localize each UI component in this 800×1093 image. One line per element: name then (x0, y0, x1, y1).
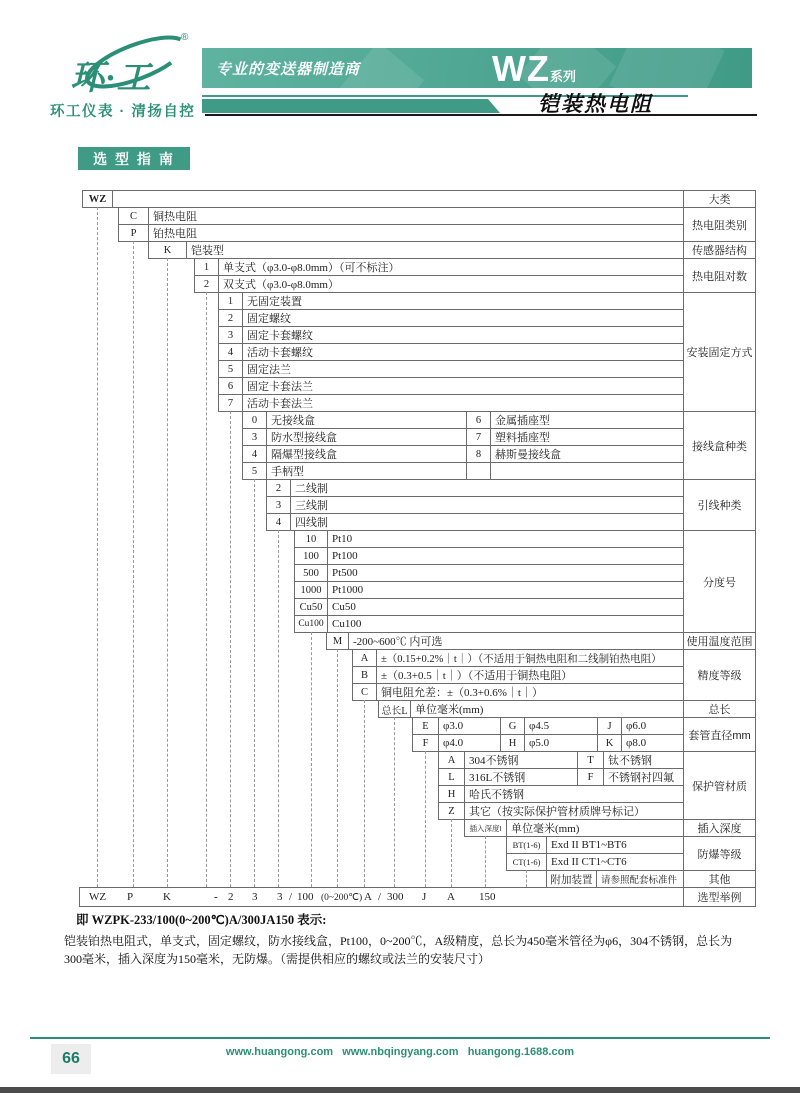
desc-cell: 隔爆型接线盒 (266, 445, 467, 463)
desc-cell: φ4.5 (524, 717, 598, 735)
desc-cell: Cu100 (327, 615, 684, 633)
code-cell: 3 (242, 428, 267, 446)
code-cell: P (118, 224, 149, 242)
category-label: 其他 (683, 870, 756, 888)
category-label: 使用温度范围 (683, 632, 756, 650)
category-label: 热电阻对数 (683, 258, 756, 293)
code-cell: G (500, 717, 525, 735)
guide-dashed-line (526, 870, 527, 887)
selection-guide-badge: 选 型 指 南 (78, 147, 190, 170)
code-cell: Cu50 (294, 598, 328, 616)
code-cell: 5 (218, 360, 243, 378)
code-cell: 0 (242, 411, 267, 429)
code-cell: 3 (266, 496, 291, 514)
desc-cell: 其它（按实际保护管材质牌号标记） (464, 802, 684, 820)
code-cell: 7 (466, 428, 491, 446)
code-cell: B (352, 666, 377, 684)
example-value: (0~200℃) (321, 892, 363, 903)
desc-cell: 金属插座型 (490, 411, 684, 429)
example-value: A (447, 891, 455, 903)
category-label: 插入深度 (683, 819, 756, 837)
code-cell: 插入深度l (464, 819, 507, 837)
example-value: J (422, 891, 427, 903)
code-cell: 500 (294, 564, 328, 582)
code-cell: C (118, 207, 149, 225)
category-label: 精度等级 (683, 649, 756, 701)
desc-cell: ±（0.3+0.5｜t｜）（不适用于铜热电阻） (376, 666, 684, 684)
code-cell: H (500, 734, 525, 752)
category-label: 防爆等级 (683, 836, 756, 871)
code-cell: BT(1-6) (506, 836, 547, 854)
guide-dashed-line (451, 819, 452, 887)
code-cell: CT(1-6) (506, 853, 547, 871)
example-code-line: 即 WZPK-233/100(0~200℃)A/300JA150 表示: (76, 913, 327, 927)
desc-cell: 防水型接线盒 (266, 428, 467, 446)
registered-mark-icon: ® (181, 32, 189, 43)
desc-cell: 单支式（φ3.0-φ8.0mm）（可不标注） (218, 258, 684, 276)
desc-cell: 钛不锈钢 (603, 751, 684, 769)
slogan: 专业的变送器制造商 (216, 60, 361, 78)
desc-cell: 无固定装置 (242, 292, 684, 310)
code-cell: L (438, 768, 465, 786)
desc-cell: 三线制 (290, 496, 684, 514)
code-cell: E (412, 717, 439, 735)
code-cell: 7 (218, 394, 243, 412)
desc-cell: 固定卡套螺纹 (242, 326, 684, 344)
example-row (79, 887, 684, 907)
code-cell: C (352, 683, 377, 701)
guide-dashed-line (394, 717, 395, 887)
category-label: 选型举例 (683, 887, 756, 907)
guide-dashed-line (206, 292, 207, 887)
page-bottom-edge (0, 1087, 800, 1093)
code-cell: 4 (218, 343, 243, 361)
guide-dashed-line (133, 241, 134, 887)
code-cell: 1 (194, 258, 219, 276)
code-cell: Z (438, 802, 465, 820)
category-label: 大类 (683, 190, 756, 208)
desc-cell: Pt100 (327, 547, 684, 565)
example-value: 3 (277, 891, 283, 903)
footer-rule (30, 1037, 770, 1039)
code-cell: 10 (294, 530, 328, 548)
category-label: 接线盒种类 (683, 411, 756, 480)
desc-cell: 手柄型 (266, 462, 467, 480)
desc-cell (490, 462, 684, 480)
category-label: 传感器结构 (683, 241, 756, 259)
code-cell: 3 (218, 326, 243, 344)
example-value: 100 (297, 891, 314, 903)
example-value: WZ (89, 891, 107, 903)
guide-dashed-line (278, 530, 279, 887)
code-cell: 总长L (378, 700, 411, 718)
category-label: 分度号 (683, 530, 756, 633)
guide-dashed-line (311, 632, 312, 887)
code-cell: 1000 (294, 581, 328, 599)
code-cell: K (597, 734, 622, 752)
example-notes (64, 910, 746, 968)
guide-dashed-line (337, 649, 338, 887)
desc-cell: Pt10 (327, 530, 684, 548)
code-cell: A (352, 649, 377, 667)
example-value: A (364, 891, 372, 903)
guide-dashed-line (364, 700, 365, 887)
category-label: 保护管材质 (683, 751, 756, 820)
code-cell: 附加装置 (546, 870, 597, 888)
guide-dashed-line (254, 479, 255, 887)
example-description: 铠装铂热电阻式，单支式，固定螺纹，防水接线盒，Pt100，0~200℃，A级精度，总长为450毫米管径为φ6，304不锈钢，总长为300毫米，插入深度为150毫米，无防爆。（需提供相应的螺纹或法兰的安装尺寸） (64, 934, 733, 966)
code-cell: F (412, 734, 439, 752)
guide-dashed-line (97, 207, 98, 887)
example-value: 150 (479, 891, 496, 903)
guide-dashed-line (485, 836, 486, 887)
desc-cell: φ3.0 (438, 717, 501, 735)
code-cell: Cu100 (294, 615, 328, 633)
logo-subtitle: 环工仪表 · 清扬自控 (50, 104, 196, 120)
desc-cell: 四线制 (290, 513, 684, 531)
example-value: - (214, 891, 218, 903)
code-cell: 100 (294, 547, 328, 565)
desc-cell: Exd II CT1~CT6 (546, 853, 684, 871)
category-label: 引线种类 (683, 479, 756, 531)
desc-cell: 单位毫米(mm) (506, 819, 684, 837)
code-cell: 4 (266, 513, 291, 531)
code-cell: 2 (266, 479, 291, 497)
series-suffix: 系列 (549, 69, 576, 84)
desc-cell: 哈氏不锈钢 (464, 785, 684, 803)
code-cell: WZ (82, 190, 113, 208)
desc-cell: φ4.0 (438, 734, 501, 752)
desc-cell: 316L不锈钢 (464, 768, 578, 786)
guide-dashed-line (425, 751, 426, 887)
desc-cell: 固定法兰 (242, 360, 684, 378)
example-value: 2 (228, 891, 234, 903)
code-cell: 6 (466, 411, 491, 429)
desc-cell: 塑料插座型 (490, 428, 684, 446)
example-value: 300 (387, 891, 404, 903)
desc-cell: -200~600℃ 内可选 (348, 632, 684, 650)
desc-cell: φ6.0 (621, 717, 684, 735)
code-cell: A (438, 751, 465, 769)
guide-dashed-line (230, 411, 231, 887)
code-cell (466, 462, 491, 480)
desc-cell: 固定卡套法兰 (242, 377, 684, 395)
desc-cell: 活动卡套螺纹 (242, 343, 684, 361)
desc-cell: Cu50 (327, 598, 684, 616)
code-cell: 6 (218, 377, 243, 395)
example-value: / (378, 891, 382, 903)
desc-cell: 铠装型 (186, 241, 684, 259)
desc-cell: 单位毫米(mm) (410, 700, 684, 718)
category-label: 安装固定方式 (683, 292, 756, 412)
desc-cell: 请参照配套标准件 (596, 870, 684, 888)
desc-cell: φ5.0 (524, 734, 598, 752)
desc-cell: 铜电阻允差：±（0.3+0.6%｜t｜） (376, 683, 684, 701)
code-cell: H (438, 785, 465, 803)
desc-cell: Pt1000 (327, 581, 684, 599)
desc-cell: 二线制 (290, 479, 684, 497)
desc-cell: Pt500 (327, 564, 684, 582)
desc-cell (112, 190, 684, 208)
guide-dashed-line (167, 258, 168, 887)
desc-cell: 无接线盒 (266, 411, 467, 429)
desc-cell: Exd II BT1~BT6 (546, 836, 684, 854)
example-value: K (163, 891, 171, 903)
code-cell: 1 (218, 292, 243, 310)
desc-cell: ±（0.15+0.2%｜t｜）（不适用于铜热电阻和二线制铂热电阻） (376, 649, 684, 667)
desc-cell: 固定螺纹 (242, 309, 684, 327)
code-cell: J (597, 717, 622, 735)
code-cell: 8 (466, 445, 491, 463)
desc-cell: 活动卡套法兰 (242, 394, 684, 412)
code-cell: 5 (242, 462, 267, 480)
code-cell: M (326, 632, 349, 650)
desc-cell: 赫斯曼接线盒 (490, 445, 684, 463)
desc-cell: 铜热电阻 (148, 207, 684, 225)
desc-cell: 双支式（φ3.0-φ8.0mm） (218, 275, 684, 293)
code-cell: K (148, 241, 187, 259)
code-cell: T (577, 751, 604, 769)
code-cell: 4 (242, 445, 267, 463)
desc-cell: φ8.0 (621, 734, 684, 752)
category-label: 套管直径mm (683, 717, 756, 752)
series-code: WZ (492, 48, 550, 88)
desc-cell: 304不锈钢 (464, 751, 578, 769)
product-title: 铠装热电阻 (538, 93, 653, 116)
logo-text: 环·工 (70, 60, 153, 97)
desc-cell: 铂热电阻 (148, 224, 684, 242)
example-value: 3 (252, 891, 258, 903)
category-label: 热电阻类别 (683, 207, 756, 242)
code-cell: 2 (194, 275, 219, 293)
desc-cell: 不锈钢衬四氟 (603, 768, 684, 786)
example-value: / (289, 891, 293, 903)
example-value: P (127, 891, 134, 903)
code-cell: F (577, 768, 604, 786)
code-cell: 2 (218, 309, 243, 327)
category-label: 总长 (683, 700, 756, 718)
footer-urls: www.huangong.com www.nbqingyang.com huangong.1688.com (225, 1046, 575, 1058)
page-number: 66 (51, 1044, 91, 1074)
